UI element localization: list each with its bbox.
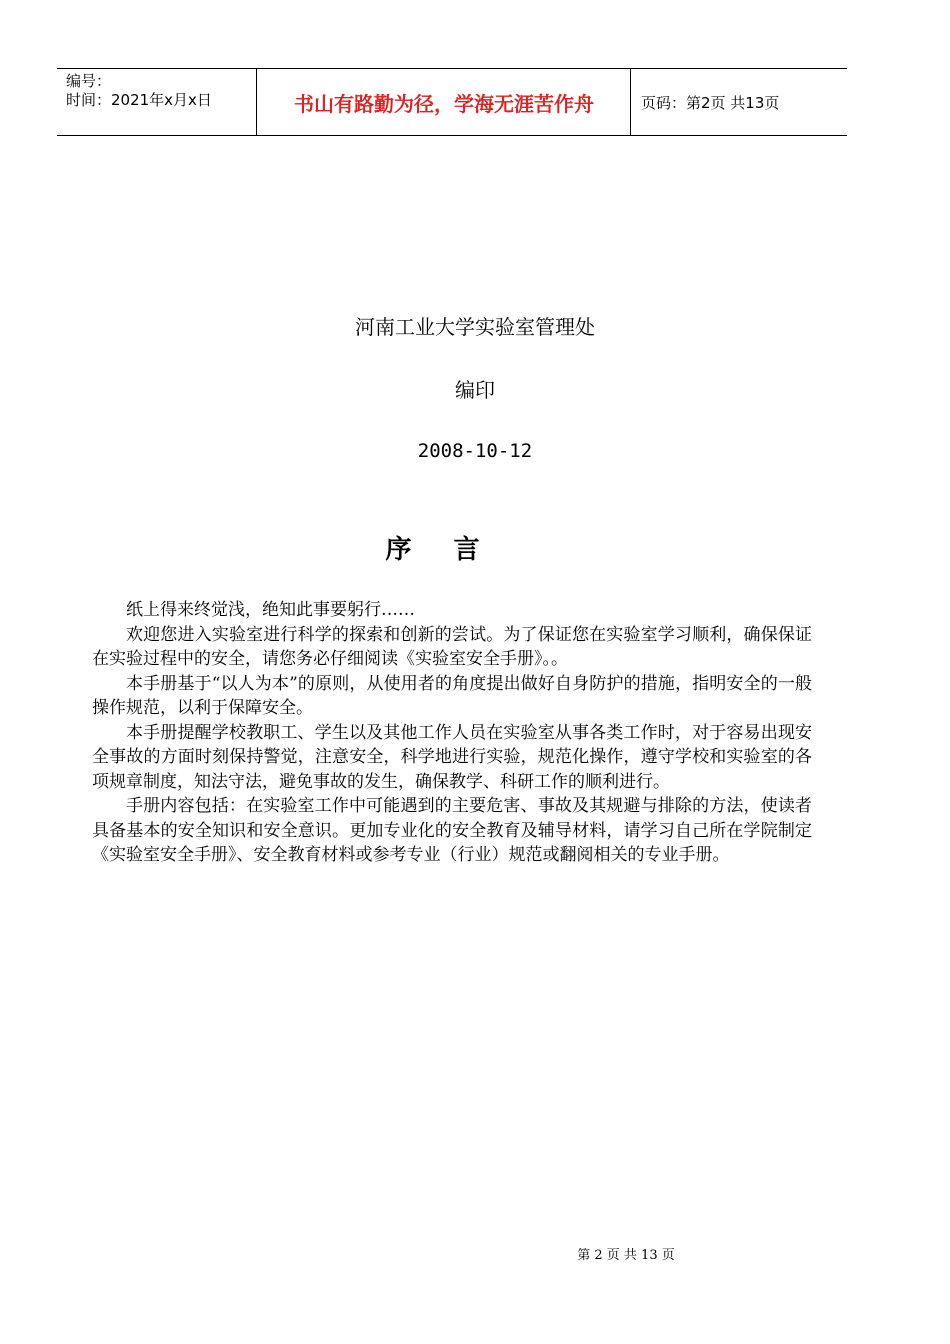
preface-title: 序言 — [385, 535, 522, 565]
header-time-label: 时间：2021年x月x日 — [66, 91, 212, 109]
header-page-info: 页码：第2页 共13页 — [641, 94, 780, 112]
preface-paragraph: 本手册提醒学校教职工、学生以及其他工作人员在实验室从事各类工作时，对于容易出现安全事故的方面时刻保持警觉，注意安全，科学地进行实验，规范化操作，遵守学校和实验室的各项规章制度，知法守法，避免事故的发生，确保教学、科研工作的顺利进行。 — [92, 722, 812, 792]
preface-paragraph: 纸上得来终觉浅，绝知此事要躬行…… — [126, 600, 415, 620]
preface-paragraph: 本手册基于“以人为本”的原则，从使用者的角度提出做好自身防护的措施，指明安全的一般操作规范，以利于保障安全。 — [92, 673, 812, 718]
compiled-label: 编印 — [455, 378, 495, 402]
header-motto-cell — [257, 69, 631, 135]
publish-date: 2008-10-12 — [417, 440, 533, 462]
header-number-label: 编号： — [66, 72, 112, 90]
page-header — [57, 68, 847, 136]
preface-body — [92, 598, 812, 868]
page-footer: 第 2 页 共 13 页 — [577, 1248, 675, 1263]
header-meta-cell — [57, 69, 257, 135]
header-motto: 书山有路勤为径，学海无涯苦作舟 — [294, 92, 594, 116]
preface-paragraph: 手册内容包括：在实验室工作中可能遇到的主要危害、事故及其规避与排除的方法，使读者具备基本的安全知识和安全意识。更加专业化的安全教育及辅导材料，请学习自己所在学院制定《实验室安全手册》、安全教育材料或参考专业（行业）规范或翻阅相关的专业手册。 — [92, 796, 812, 865]
preface-paragraph: 欢迎您进入实验室进行科学的探索和创新的尝试。为了保证您在实验室学习顺利，确保保证在实验过程中的安全，请您务必仔细阅读《实验室安全手册》。。 — [92, 624, 812, 669]
organization-name: 河南工业大学实验室管理处 — [355, 315, 595, 339]
header-page-cell — [631, 69, 847, 135]
